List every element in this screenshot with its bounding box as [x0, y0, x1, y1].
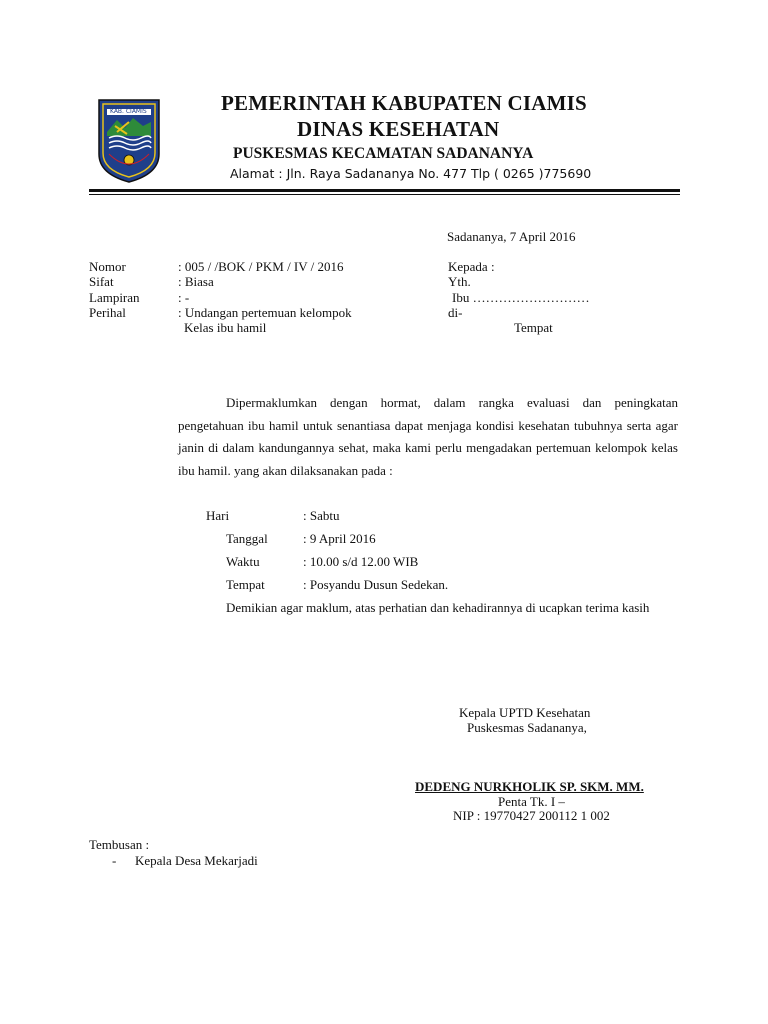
- body-closing-text: Demikian agar maklum, atas perhatian dan kehadirannya di ucapkan terima kasih: [226, 600, 650, 615]
- recipient-tempat: Tempat: [514, 320, 553, 335]
- perihal-label: Perihal: [89, 305, 126, 320]
- nomor-label: Nomor: [89, 259, 126, 274]
- letterhead-government: PEMERINTAH KABUPATEN CIAMIS: [221, 91, 587, 115]
- logo-caption: KAB. CIAMIS: [110, 108, 147, 115]
- body-closing-paragraph: [178, 597, 678, 620]
- perihal-value-cont: Kelas ibu hamil: [184, 320, 267, 335]
- letterhead-rule: [89, 189, 680, 192]
- recipient-ibu: Ibu ………………………: [452, 290, 590, 305]
- recipient-yth: Yth.: [448, 274, 471, 289]
- letter-date: Sadananya, 7 April 2016: [447, 229, 576, 244]
- tembusan-bullet: -: [112, 853, 117, 868]
- tembusan-item: Kepala Desa Mekarjadi: [135, 853, 258, 868]
- body-opening-text: Dipermaklumkan dengan hormat, dalam rangka evaluasi dan peningkatan pengetahuan ibu hamil untuk senantiasa dapat menjaga kondisi kesehatan tubuhnya serta agar janin di dalam kandungannya sehat, maka kami perlu mengadakan pertemuan kelompok kelas ibu hamil. yang akan dilaksanakan pada :: [178, 395, 678, 478]
- lampiran-value: : -: [178, 290, 190, 305]
- recipient-kepada: Kepada :: [448, 259, 495, 274]
- tembusan-label: Tembusan :: [89, 837, 150, 852]
- signature-name: DEDENG NURKHOLIK SP. SKM. MM.: [415, 779, 644, 794]
- schedule-value-waktu: : 10.00 s/d 12.00 WIB: [303, 554, 419, 569]
- nomor-value: : 005 / /BOK / PKM / IV / 2016: [178, 259, 344, 274]
- schedule-value-tempat: : Posyandu Dusun Sedekan.: [303, 577, 449, 592]
- letterhead-puskesmas: PUSKESMAS KECAMATAN SADANANYA: [233, 145, 534, 162]
- signature-title-1: Kepala UPTD Kesehatan: [459, 705, 591, 720]
- letterhead-rule-thin: [89, 194, 680, 195]
- signature-rank: Penta Tk. I –: [498, 794, 565, 809]
- body-opening-paragraph: [178, 392, 678, 482]
- schedule-value-hari: : Sabtu: [303, 508, 340, 523]
- signature-nip: NIP : 19770427 200112 1 002: [453, 808, 610, 823]
- letterhead-address: Alamat : Jln. Raya Sadananya No. 477 Tlp ( 0265 )775690: [230, 166, 592, 181]
- schedule-value-tanggal: : 9 April 2016: [303, 531, 376, 546]
- letterhead-department: DINAS KESEHATAN: [297, 117, 500, 141]
- schedule-label-tempat: Tempat: [226, 577, 265, 592]
- schedule-label-tanggal: Tanggal: [226, 531, 268, 546]
- schedule-label-hari: Hari: [206, 508, 230, 523]
- signature-title-2: Puskesmas Sadananya,: [467, 720, 587, 735]
- sifat-label: Sifat: [89, 274, 114, 289]
- schedule-label-waktu: Waktu: [226, 554, 260, 569]
- lampiran-label: Lampiran: [89, 290, 140, 305]
- sifat-value: : Biasa: [178, 274, 214, 289]
- recipient-di: di-: [448, 305, 463, 320]
- perihal-value: : Undangan pertemuan kelompok: [178, 305, 352, 320]
